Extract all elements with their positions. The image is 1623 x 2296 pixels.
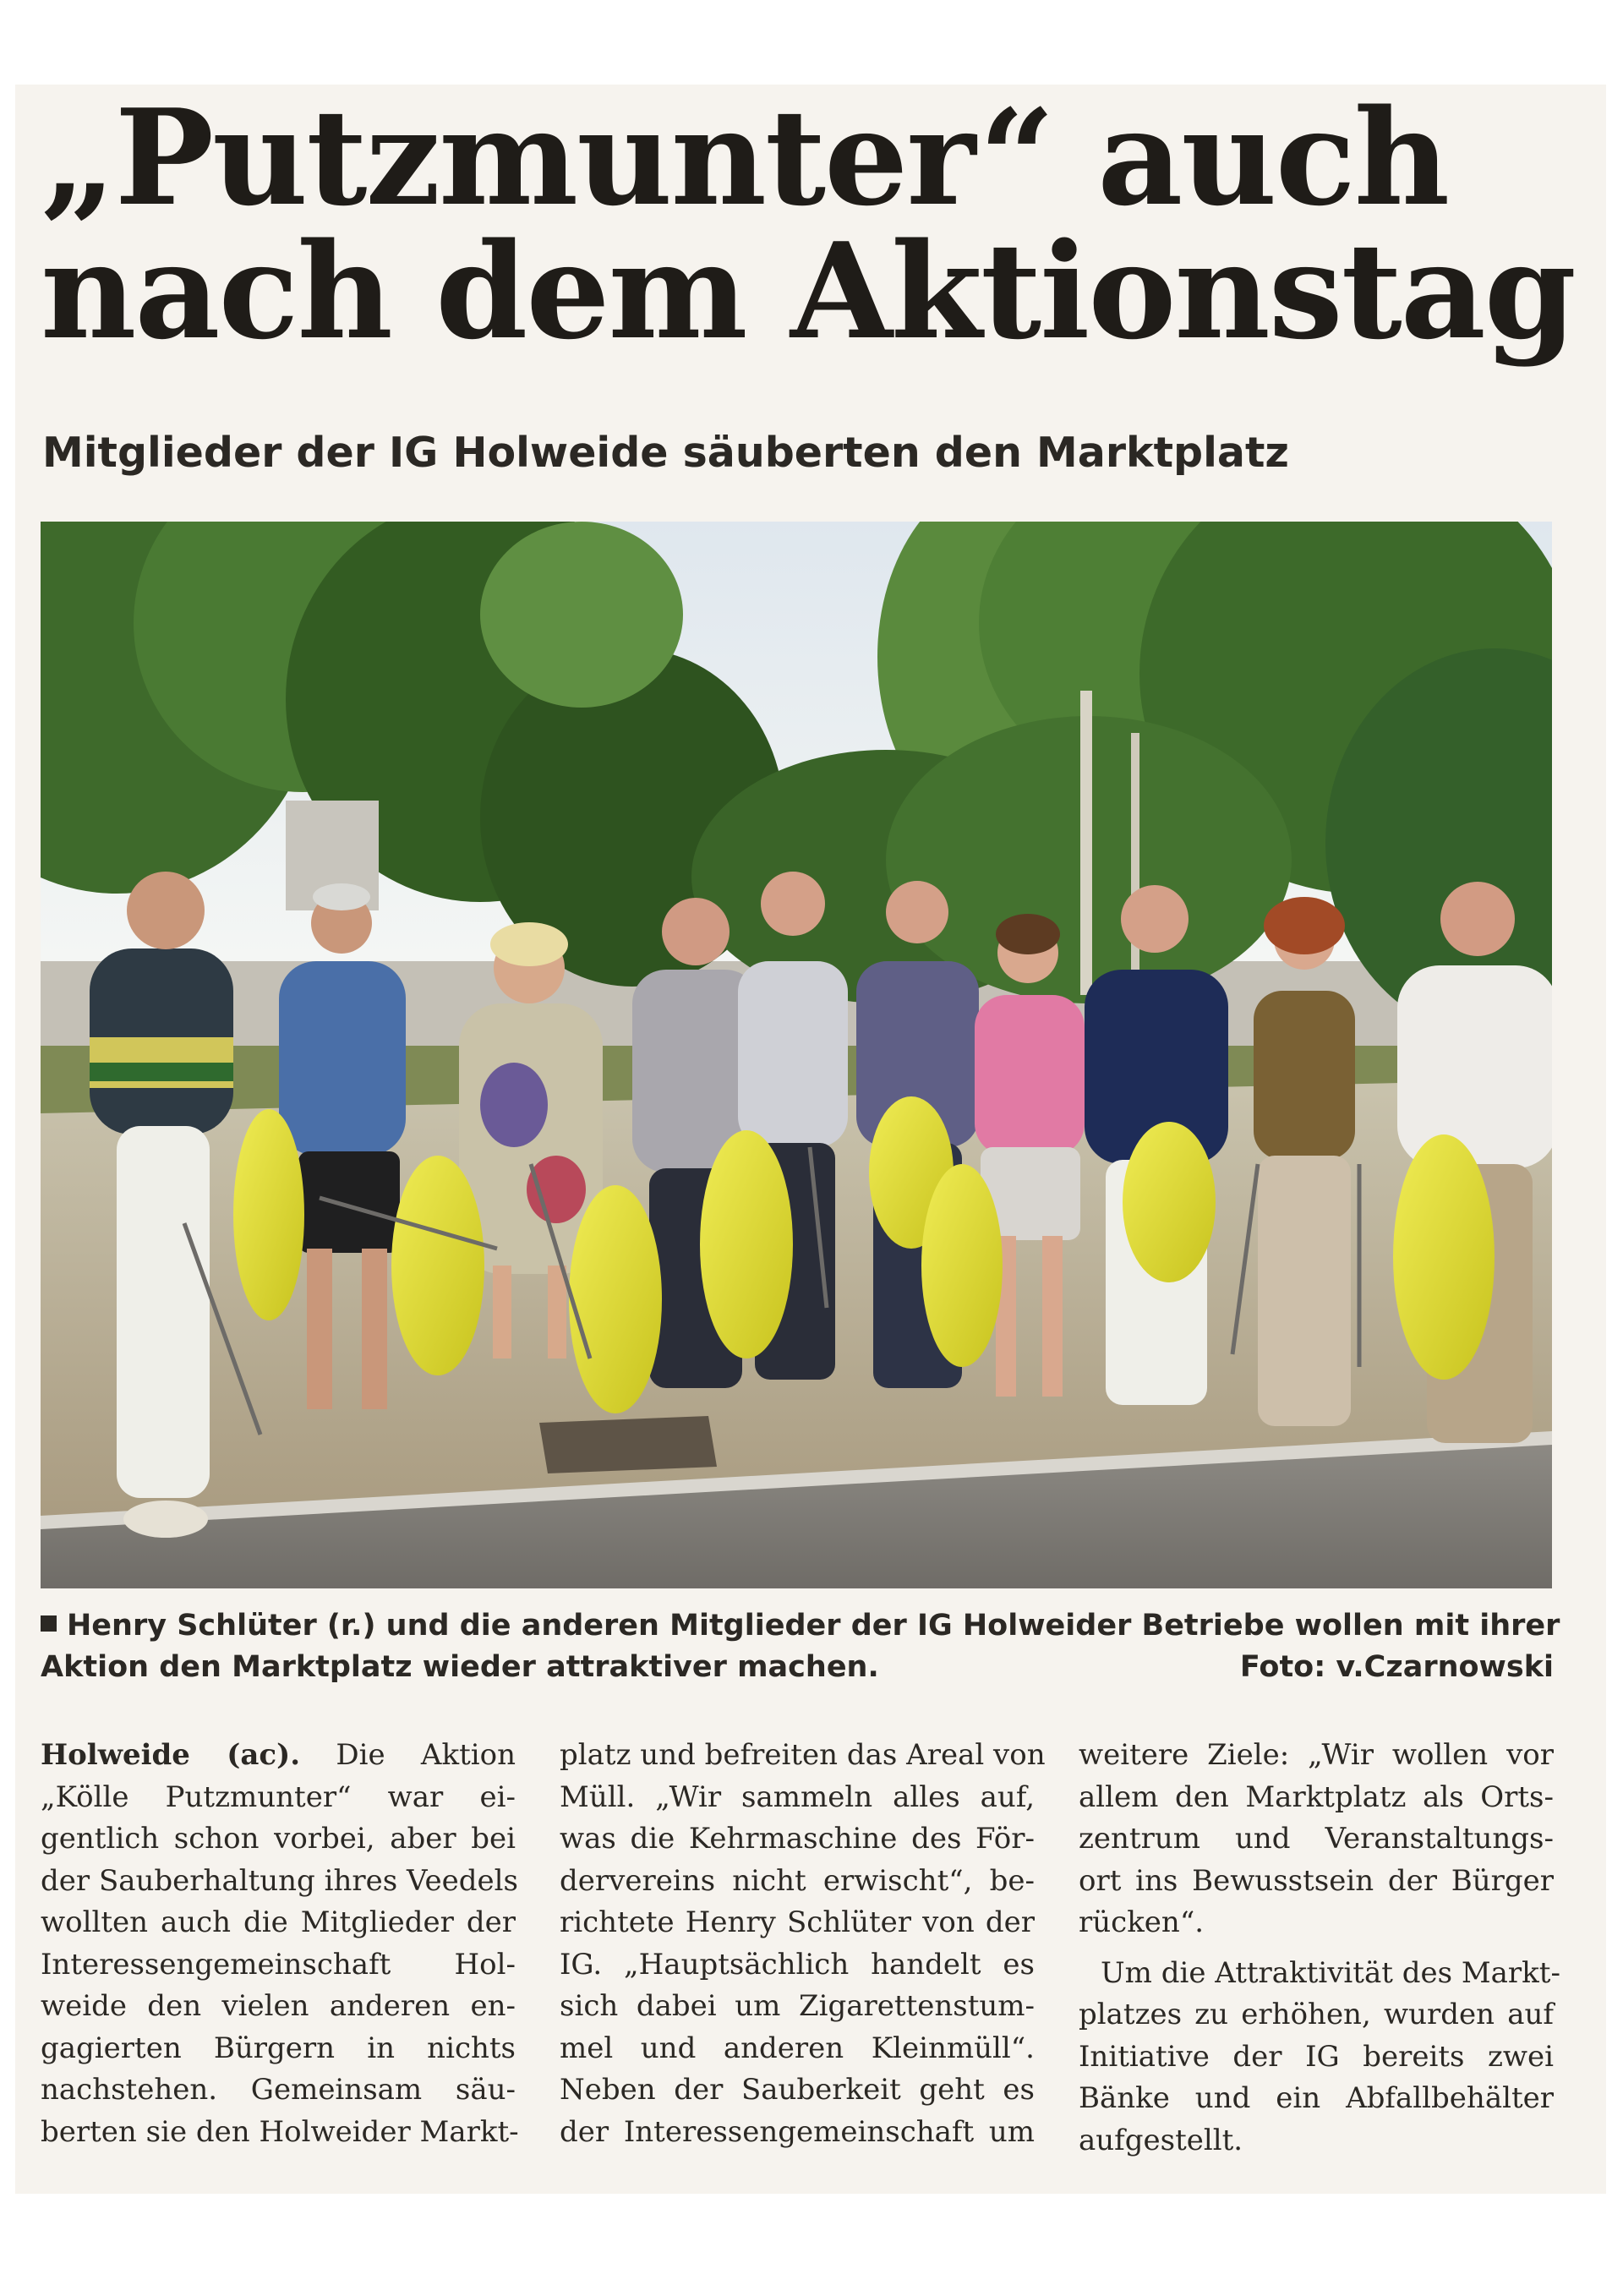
text-line: mel und anderen Kleinmüll“. — [560, 2031, 1035, 2065]
headline — [41, 80, 1575, 369]
text-line: weitere Ziele: „Wir wollen vor — [1079, 1738, 1554, 1772]
caption-text-1: Henry Schlüter (r.) und die anderen Mitglieder der IG Holweider Betriebe wollen mit ihrer — [67, 1609, 1560, 1643]
text-line: wollten auch die Mitglieder der — [41, 1905, 516, 1939]
drain-grate — [539, 1416, 717, 1473]
text-line: der Interessengemeinschaft um — [560, 2114, 1035, 2149]
column-1 — [41, 1735, 519, 2162]
text-line: sich dabei um Zigarettenstum- — [560, 1989, 1035, 2023]
column-1-paragraph — [41, 1735, 519, 2153]
text-line: gentlich schon vorbei, aber bei — [41, 1822, 516, 1856]
article-body — [41, 1735, 1560, 2162]
text-line: was die Kehrmaschine des För- — [560, 1822, 1035, 1856]
text-line: dervereins nicht erwischt“, be- — [560, 1863, 1035, 1898]
caption-bullet-icon — [41, 1615, 57, 1632]
column-3-paragraph-2 — [1079, 1953, 1560, 2162]
headline-line-1: „Putzmunter“ auch — [41, 80, 1449, 235]
text-line: richtete Henry Schlüter von der — [560, 1905, 1035, 1939]
text-fragment: Die Aktion — [336, 1738, 516, 1772]
text-line: Interessengemeinschaft Hol- — [41, 1947, 516, 1982]
subheadline: Mitglieder der IG Holweide säuberten den Marktplatz — [42, 429, 1289, 477]
text-line: rücken“. — [1079, 1905, 1205, 1939]
text-line: weide den vielen anderen en- — [41, 1989, 516, 2023]
text-line: der Sauberhaltung ihres Veedels — [41, 1863, 518, 1898]
photo-credit: Foto: v.Czarnowski — [1239, 1650, 1554, 1684]
text-line: Um die Attraktivität des Markt- — [1101, 1955, 1560, 1990]
text-line: IG. „Hauptsächlich handelt es — [560, 1947, 1035, 1982]
text-line: nachstehen. Gemeinsam säu- — [41, 2073, 516, 2107]
text-line: berten sie den Holweider Markt- — [41, 2114, 519, 2149]
text-line: ort ins Bewusstsein der Bürger — [1079, 1863, 1554, 1898]
text-line: Neben der Sauberkeit geht es — [560, 2073, 1035, 2107]
text-line — [41, 1735, 516, 1777]
text-line: Initiative der IG bereits zwei — [1079, 2039, 1554, 2074]
photo-illustration — [41, 522, 1552, 1588]
text-line: Bänke und ein Abfallbehälter — [1079, 2081, 1554, 2115]
text-line: platzes zu erhöhen, wurden auf — [1079, 1998, 1554, 2031]
caption-line-1 — [41, 1605, 1560, 1647]
caption-text-2: Aktion den Marktplatz wieder attraktiver machen. — [41, 1650, 879, 1684]
column-3 — [1079, 1735, 1560, 2162]
text-line: allem den Marktplatz als Orts- — [1079, 1779, 1554, 1814]
text-line: platz und befreiten das Areal von — [560, 1738, 1046, 1772]
headline-line-2: nach dem Aktionstag — [41, 214, 1575, 369]
group-photo — [41, 522, 1552, 1588]
text-line: gagierten Bürgern in nichts — [41, 2031, 516, 2065]
person-9 — [1254, 897, 1355, 1426]
text-line: aufgestellt. — [1079, 2123, 1243, 2157]
text-line: „Kölle Putzmunter“ war ei- — [41, 1779, 516, 1814]
column-2-paragraph — [560, 1735, 1046, 2153]
text-line: zentrum und Veranstaltungs- — [1079, 1822, 1554, 1856]
caption-line-2 — [41, 1647, 1554, 1688]
column-2 — [560, 1735, 1046, 2162]
column-3-paragraph-1 — [1079, 1735, 1554, 1944]
photo-caption — [41, 1605, 1560, 1688]
dateline: Holweide (ac). — [41, 1738, 301, 1772]
text-line: Müll. „Wir sammeln alles auf, — [560, 1779, 1035, 1814]
